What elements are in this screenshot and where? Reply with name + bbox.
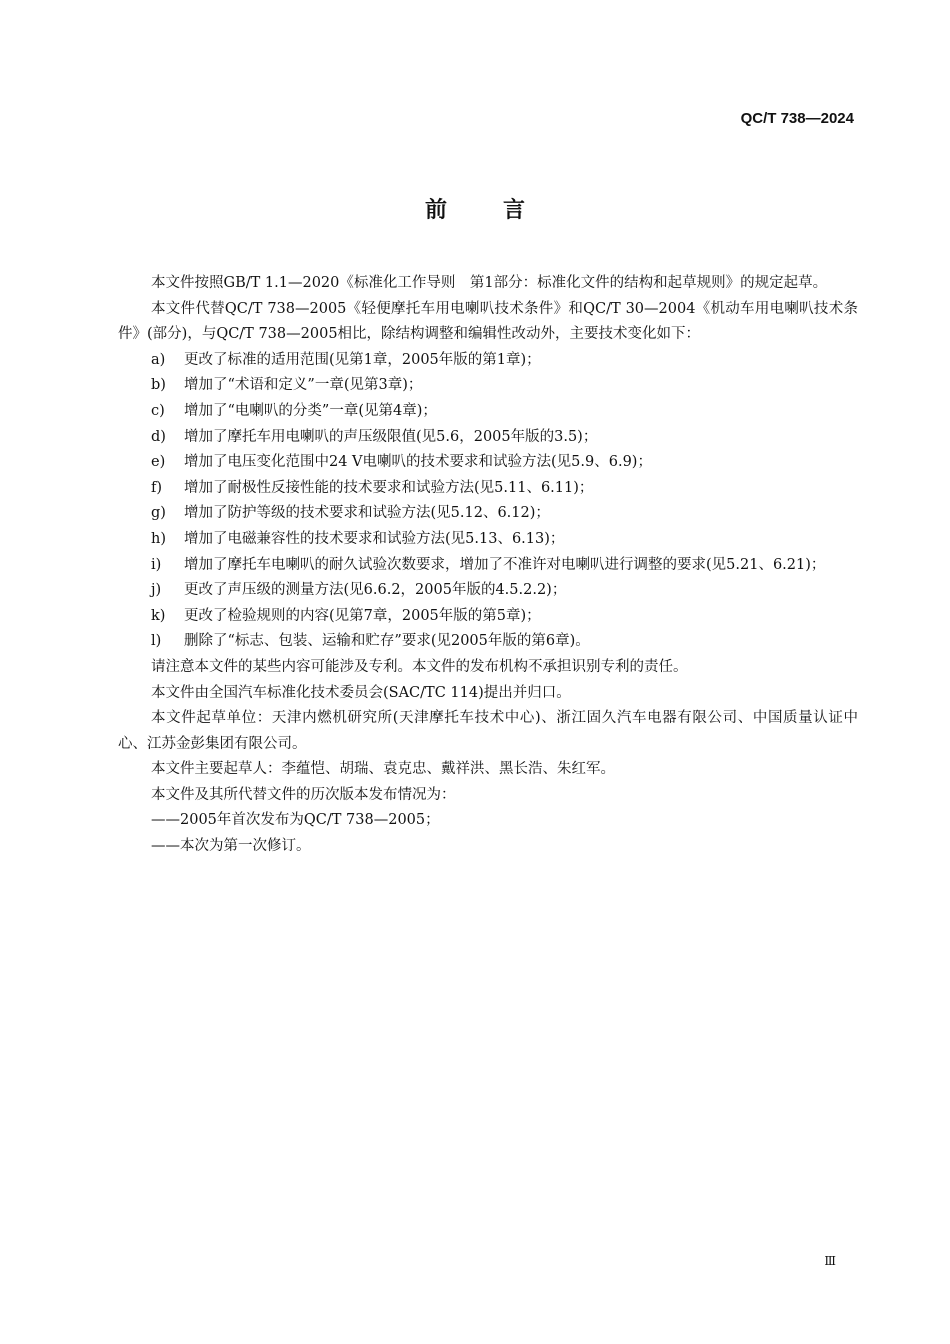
list-item-label: f) (151, 479, 163, 496)
list-item-label: c) (151, 402, 165, 419)
list-item (118, 373, 858, 399)
foreword-body (118, 271, 858, 860)
list-item (118, 527, 858, 553)
list-item-text: 删除了“标志、包装、运输和贮存”要求(见2005年版的第6章)。 (184, 633, 590, 650)
list-item-label: g) (151, 505, 166, 522)
outro-paragraph: 本文件及其所代替文件的历次版本发布情况为： (151, 786, 456, 803)
list-item (118, 399, 858, 425)
list-item-label: h) (151, 530, 166, 547)
document-code: QC/T 738—2024 (740, 110, 854, 127)
list-item-label: a) (151, 351, 166, 368)
list-item-text: 更改了检验规则的内容(见第7章，2005年版的第5章)； (184, 607, 541, 624)
list-item (118, 501, 858, 527)
list-item-text: 增加了“术语和定义”一章(见第3章)； (184, 377, 423, 394)
outro-paragraph: 请注意本文件的某些内容可能涉及专利。本文件的发布机构不承担识别专利的责任。 (151, 658, 688, 675)
outro-paragraph: 本文件由全国汽车标准化技术委员会(SAC/TC 114)提出并归口。 (151, 684, 571, 701)
list-item-label: j) (151, 582, 162, 599)
list-item-label: e) (151, 454, 166, 471)
list-item-text: 增加了摩托车用电喇叭的声压级限值(见5.6，2005年版的3.5)； (184, 428, 598, 445)
list-item-label: b) (151, 377, 166, 394)
history-item: ——本次为第一次修订。 (151, 838, 311, 855)
outro-paragraph: 本文件起草单位：天津内燃机研究所(天津摩托车技术中心)、浙江固久汽车电器有限公司、中国质量认证中心、江苏金彭集团有限公司。 (118, 710, 858, 752)
list-item (118, 629, 858, 655)
page-title: 前言 (424, 198, 581, 223)
page-number: Ⅲ (824, 1254, 836, 1268)
list-item (118, 553, 858, 579)
list-item-label: k) (151, 607, 166, 624)
list-item (118, 476, 858, 502)
list-item (118, 604, 858, 630)
intro-paragraph: 本文件代替QC/T 738—2005《轻便摩托车用电喇叭技术条件》和QC/T 30—2004《机动车用电喇叭技术条件》(部分)，与QC/T 738—2005相比，除结构调整和编辑性改动外，主要技术变化如下： (118, 300, 858, 343)
list-item (118, 425, 858, 451)
list-item-text: 增加了防护等级的技术要求和试验方法(见5.12、6.12)； (184, 505, 550, 522)
list-item-label: l) (151, 633, 162, 650)
list-item-text: 增加了“电喇叭的分类”一章(见第4章)； (184, 402, 437, 419)
list-item-label: i) (151, 556, 162, 573)
changes-list (118, 348, 858, 655)
list-item (118, 348, 858, 374)
list-item-text: 增加了电磁兼容性的技术要求和试验方法(见5.13、6.13)； (184, 530, 565, 547)
list-item-text: 更改了标准的适用范围(见第1章，2005年版的第1章)； (184, 351, 541, 368)
list-item-text: 增加了耐极性反接性能的技术要求和试验方法(见5.11、6.11)； (184, 479, 594, 496)
history-item: ——2005年首次发布为QC/T 738—2005； (151, 812, 440, 829)
list-item-label: d) (151, 428, 166, 445)
outro-paragraph: 本文件主要起草人：李蕴恺、胡瑞、袁克忠、戴祥洪、黑长浩、朱红军。 (151, 761, 615, 778)
list-item (118, 450, 858, 476)
list-item-text: 更改了声压级的测量方法(见6.6.2，2005年版的4.5.2.2)； (184, 582, 567, 599)
list-item (118, 578, 858, 604)
list-item-text: 增加了电压变化范围中24 V电喇叭的技术要求和试验方法(见5.9、6.9)； (184, 454, 652, 471)
list-item-text: 增加了摩托车电喇叭的耐久试验次数要求，增加了不准许对电喇叭进行调整的要求(见5.21、6.21)； (184, 556, 826, 573)
intro-paragraph: 本文件按照GB/T 1.1—2020《标准化工作导则 第1部分：标准化文件的结构和起草规则》的规定起草。 (151, 275, 828, 291)
